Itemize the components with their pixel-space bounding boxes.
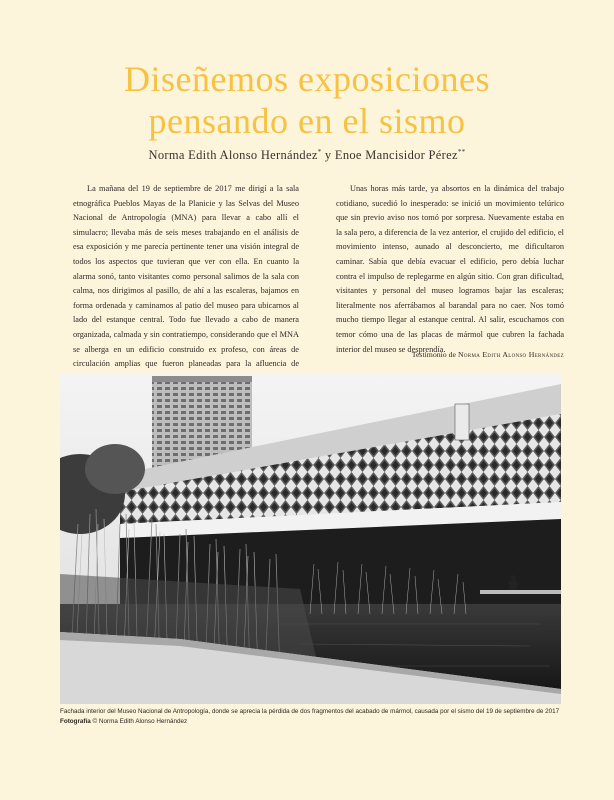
author-2-footnote-mark: ** xyxy=(457,148,466,156)
title-line-2: pensando en el sismo xyxy=(148,101,466,141)
article-title xyxy=(0,58,614,142)
credit-text: © Norma Edith Alonso Hernández xyxy=(90,717,188,725)
authors-line xyxy=(0,148,614,163)
author-2: Enoe Mancisidor Pérez xyxy=(334,148,458,162)
body-paragraph-left: La mañana del 19 de septiembre de 2017 me dirigí a la sala etnográfica Pueblos Mayas de la Planicie y las Selvas del Museo Nacional de Antropología (MNA) para llevar a cabo allí el simulacro; llevaba más de seis meses trabajando en el análisis de esa exposición y me parecía pertinente tener una visión integral de todos los aspectos que tuvieran que ver con ella. En cuanto la alarma sonó, tanto visitantes como personal salimos de la sala con calma, nos dirigimos al pasillo, de ahí a las escaleras, bajamos en forma ordenada y caminamos al patio del museo para ubicarnos al lado del estanque central. Todo fue llevado a cabo de manera organizada, calmada y sin contratiempo, considerando que el MNA se alberga en un edificio construido ex profeso, con áreas de circulación amplias que fueron planeadas para la afluencia de xyxy=(73,184,299,369)
credit-label: Fotografía xyxy=(60,717,91,725)
signature-name: Norma Edith Alonso Hernández xyxy=(457,350,564,359)
author-connector: y xyxy=(321,148,335,162)
body-paragraph-right: Unas horas más tarde, ya absortos en la dinámica del trabajo cotidiano, sucedió lo inesperado: se inició un movimiento telúrico que sin previo aviso nos tomó por sorpresa. Nuevamente estaba en la sala pero, a diferencia de la vez anterior, el crujido del edificio, el movimiento intenso, aunado al desconcierto, me dificultaron caminar. Sabía que debía evacuar el edificio, pero debía luchar contra el impulso de replegarme en algún sitio. Con gran dificultad, visitantes y personal del museo logramos bajar las escaleras; literalmente nos aferrábamos al barandal para no caer. Nos tomó mucho tiempo llegar al estanque central. Al salir, escuchamos con temor cómo una de las placas de mármol que cubren la fachada interior del museo se desprendía. xyxy=(336,184,564,354)
signature-prefix: Testimonio de xyxy=(411,350,458,359)
museum-facade-photo xyxy=(60,374,561,704)
title-line-1: Diseñemos exposiciones xyxy=(124,59,490,99)
caption-text: Fachada interior del Museo Nacional de Antropología, donde se aprecia la pérdida de dos fragmentos del acabado de mármol, causada por el sismo del 19 de septiembre de 2017 xyxy=(60,708,560,715)
author-1-footnote-mark: * xyxy=(317,148,322,156)
body-column-right xyxy=(336,182,564,357)
photo-credit xyxy=(60,717,570,727)
author-1: Norma Edith Alonso Hernández xyxy=(148,148,318,162)
photo-illustration xyxy=(60,374,561,704)
photo-caption xyxy=(60,707,570,726)
seated-person xyxy=(509,581,517,591)
testimony-signature xyxy=(336,350,564,359)
body-column-left xyxy=(73,182,299,386)
